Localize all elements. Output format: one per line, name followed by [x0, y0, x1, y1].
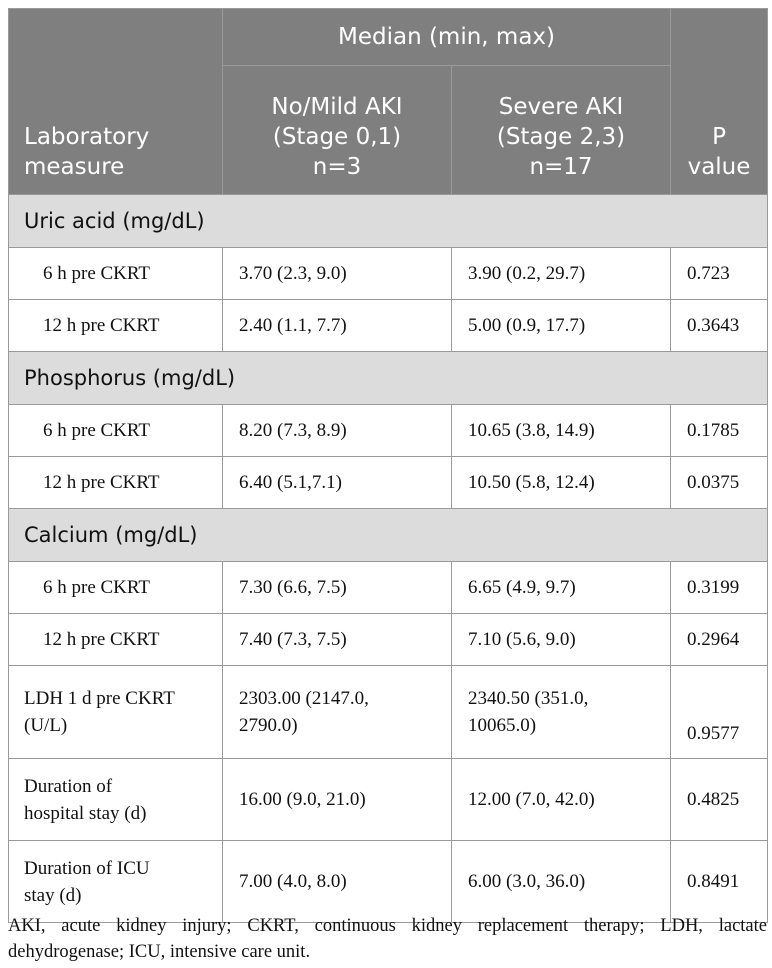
table-row: [9, 841, 768, 923]
p-value: 0.9577: [671, 666, 768, 759]
section-title: Uric acid (mg/dL): [9, 195, 768, 248]
lab-measures-table: [8, 8, 768, 923]
severe-value: 10.50 (5.8, 12.4): [452, 457, 671, 509]
severe-value: 6.00 (3.0, 36.0): [452, 841, 671, 923]
mild-value: 16.00 (9.0, 21.0): [223, 759, 452, 841]
table-row: [9, 405, 768, 457]
p-value: 0.3199: [671, 562, 768, 614]
table-row: [9, 248, 768, 300]
section-row: [9, 195, 768, 248]
severe-value: 6.65 (4.9, 9.7): [452, 562, 671, 614]
header-severe-aki: Severe AKI (Stage 2,3) n=17: [452, 66, 671, 195]
row-label: 12 h pre CKRT: [9, 457, 223, 509]
table-row: [9, 759, 768, 841]
p-value: 0.2964: [671, 614, 768, 666]
mild-value: 6.40 (5.1,7.1): [223, 457, 452, 509]
table-row: [9, 300, 768, 352]
severe-value: 12.00 (7.0, 42.0): [452, 759, 671, 841]
p-value: 0.8491: [671, 841, 768, 923]
mild-value: 7.00 (4.0, 8.0): [223, 841, 452, 923]
mild-value: 8.20 (7.3, 8.9): [223, 405, 452, 457]
p-value: 0.3643: [671, 300, 768, 352]
row-label: 6 h pre CKRT: [9, 248, 223, 300]
header-row-1: [9, 9, 768, 66]
mild-value: 7.30 (6.6, 7.5): [223, 562, 452, 614]
header-p-value: P value: [671, 9, 768, 195]
header-median: Median (min, max): [223, 9, 671, 66]
p-value: 0.0375: [671, 457, 768, 509]
p-value: 0.723: [671, 248, 768, 300]
mild-value: 3.70 (2.3, 9.0): [223, 248, 452, 300]
table-row: [9, 666, 768, 759]
section-row: [9, 352, 768, 405]
severe-value: 7.10 (5.6, 9.0): [452, 614, 671, 666]
severe-value: 5.00 (0.9, 17.7): [452, 300, 671, 352]
section-title: Phosphorus (mg/dL): [9, 352, 768, 405]
row-label: 6 h pre CKRT: [9, 405, 223, 457]
mild-value: 7.40 (7.3, 7.5): [223, 614, 452, 666]
table-row: [9, 614, 768, 666]
row-label: Duration of ICU stay (d): [9, 841, 223, 923]
mild-value: 2303.00 (2147.0, 2790.0): [223, 666, 452, 759]
header-mild-aki: No/Mild AKI (Stage 0,1) n=3: [223, 66, 452, 195]
row-label: 12 h pre CKRT: [9, 300, 223, 352]
table-footnote: AKI, acute kidney injury; CKRT, continuous kidney replacement therapy; LDH, lactate dehydrogenase; ICU, intensive care unit.: [8, 916, 767, 962]
section-row: [9, 509, 768, 562]
p-value: 0.1785: [671, 405, 768, 457]
table-row: [9, 562, 768, 614]
header-laboratory-measure: Laboratory measure: [9, 9, 223, 195]
table-row: [9, 457, 768, 509]
row-label: 12 h pre CKRT: [9, 614, 223, 666]
mild-value: 2.40 (1.1, 7.7): [223, 300, 452, 352]
row-label: Duration of hospital stay (d): [9, 759, 223, 841]
severe-value: 2340.50 (351.0, 10065.0): [452, 666, 671, 759]
severe-value: 3.90 (0.2, 29.7): [452, 248, 671, 300]
p-value: 0.4825: [671, 759, 768, 841]
section-title: Calcium (mg/dL): [9, 509, 768, 562]
severe-value: 10.65 (3.8, 14.9): [452, 405, 671, 457]
row-label: 6 h pre CKRT: [9, 562, 223, 614]
row-label: LDH 1 d pre CKRT (U/L): [9, 666, 223, 759]
